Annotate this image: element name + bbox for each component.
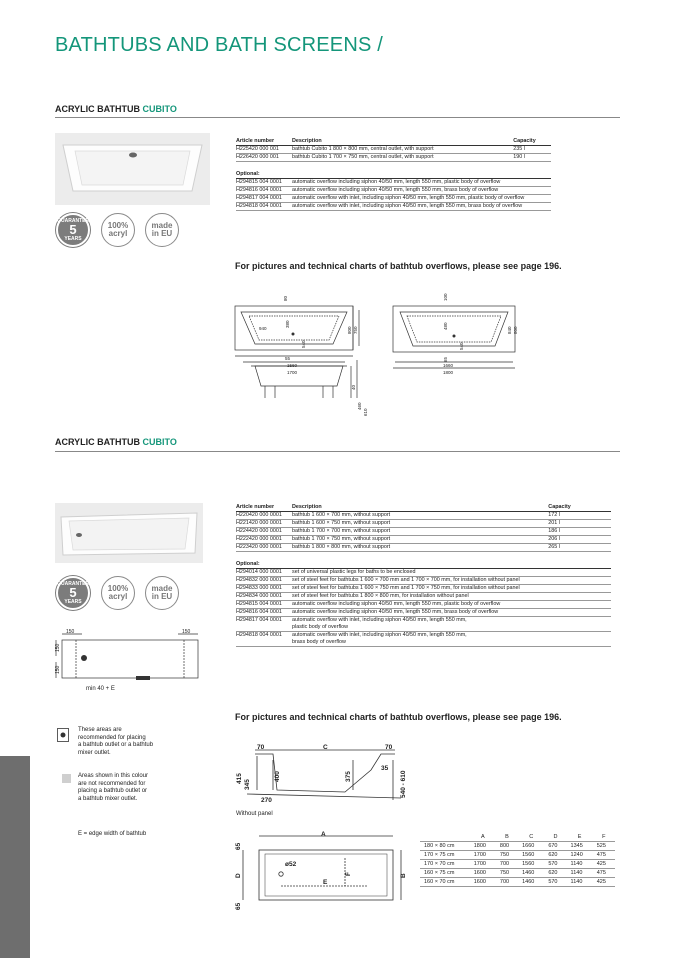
article-number: H220420 000 0001 bbox=[236, 512, 292, 520]
description-line-1: automatic overflow with inlet, including siphon 40/50 mm, length 550 mm, bbox=[292, 632, 467, 638]
spec-table-2 bbox=[236, 504, 611, 647]
article-number: H294832 000 0001 bbox=[236, 577, 292, 585]
optional-header bbox=[236, 168, 551, 179]
section-1-title bbox=[55, 104, 177, 114]
article-number: H222420 000 0001 bbox=[236, 536, 292, 544]
dim-a-80: 80 bbox=[283, 295, 288, 301]
acryl-badge-2 bbox=[101, 576, 135, 610]
dim-cell: 1800 bbox=[470, 842, 496, 851]
dim-cell: 1660 bbox=[518, 842, 544, 851]
dim-col-E: E bbox=[567, 833, 593, 842]
sec-dim-70b: 70 bbox=[385, 744, 393, 751]
dim-a-1700: 1700 bbox=[287, 370, 298, 375]
acryl-line-1: 100% bbox=[107, 221, 129, 230]
header-article: Article number bbox=[236, 504, 292, 512]
description: bathtub 1 700 × 700 mm, without support bbox=[292, 528, 548, 536]
dim-cell: 750 bbox=[496, 851, 518, 860]
sec-dim-70a: 70 bbox=[257, 744, 265, 751]
dim-cell: 525 bbox=[593, 842, 615, 851]
description: automatic overflow with inlet, including siphon 40/50 mm, length 550 mm, plastic body of overflow bbox=[292, 195, 551, 203]
dimension-table bbox=[420, 833, 615, 887]
table-row bbox=[236, 577, 611, 585]
article-number: H224420 000 0001 bbox=[236, 528, 292, 536]
made-in-eu-badge-2 bbox=[145, 576, 179, 610]
table-row bbox=[236, 601, 611, 609]
top-dim-A: A bbox=[321, 831, 326, 838]
top-view-drawing bbox=[233, 828, 413, 910]
table-row bbox=[236, 617, 611, 632]
article-number: H294833 000 0001 bbox=[236, 585, 292, 593]
dim-cell: 700 bbox=[496, 860, 518, 869]
legend-line: a bathtub mixer outlet. bbox=[78, 795, 138, 802]
legend-line: placing a bathtub outlet or bbox=[78, 788, 148, 794]
bathtub-photo-1 bbox=[55, 133, 210, 205]
header-capacity: Capacity bbox=[548, 504, 611, 512]
dim-b-100: 100 bbox=[443, 293, 448, 301]
dim-a-380: 380 bbox=[285, 320, 290, 328]
dim-cell: 425 bbox=[593, 878, 615, 887]
dim-col bbox=[420, 833, 470, 842]
table-row bbox=[236, 536, 611, 544]
article-number: H294815 004 0001 bbox=[236, 179, 292, 187]
dim-cell: 620 bbox=[544, 869, 566, 878]
dim-cell: 1240 bbox=[567, 851, 593, 860]
description: bathtub Cubito 1 700 × 750 mm, central outlet, with support bbox=[292, 154, 513, 162]
legend-line: are not recommended for bbox=[78, 780, 146, 787]
description: set of steel feet for bathtubs 1 800 × 800 mm, for installation without panel bbox=[292, 593, 611, 601]
dim-table-row bbox=[420, 878, 615, 887]
legend-line: a bathtub outlet or a bathtub bbox=[78, 742, 154, 748]
table-row bbox=[236, 203, 551, 211]
description: bathtub 1 600 × 750 mm, without support bbox=[292, 520, 548, 528]
article-number: H294816 004 0001 bbox=[236, 187, 292, 195]
dim-a-750: 750 bbox=[353, 326, 358, 334]
sec-dim-415: 415 bbox=[236, 773, 243, 784]
description-line-1: automatic overflow with inlet, including siphon 40/50 mm, length 550 mm, bbox=[292, 617, 467, 623]
eu-line-2: in EU bbox=[151, 229, 173, 238]
article-number: H294815 004 0001 bbox=[236, 601, 292, 609]
article-number: H226420 000 001 bbox=[236, 154, 292, 162]
table-row bbox=[236, 154, 551, 162]
section-2-title-accent: CUBITO bbox=[142, 437, 177, 447]
table-row bbox=[236, 632, 611, 647]
dim-cell: 570 bbox=[544, 878, 566, 887]
dim-cell: 1140 bbox=[567, 878, 593, 887]
section-1-title-prefix: ACRYLIC BATHTUB bbox=[55, 104, 143, 114]
dim-cell: 475 bbox=[593, 851, 615, 860]
table-row bbox=[236, 544, 611, 552]
capacity: 235 l bbox=[513, 146, 551, 154]
dim-col-F: F bbox=[593, 833, 615, 842]
sec-dim-35: 35 bbox=[381, 765, 389, 772]
dim-cell: 1140 bbox=[567, 860, 593, 869]
dim-b-1800: 1800 bbox=[443, 370, 454, 375]
capacity: 201 l bbox=[548, 520, 611, 528]
dim-table-row bbox=[420, 851, 615, 860]
description: set of steel feet for bathtubs 1 600 × 700 mm and 1 700 × 700 mm, for installation without panel bbox=[292, 577, 611, 585]
guarantee-bottom-text: YEARS bbox=[64, 599, 82, 605]
dim-cell: 620 bbox=[544, 851, 566, 860]
dim-col-C: C bbox=[518, 833, 544, 842]
guarantee-badge-2 bbox=[56, 576, 90, 610]
article-number: H223420 000 0001 bbox=[236, 544, 292, 552]
dim-table-row bbox=[420, 869, 615, 878]
dim-c-40: 40 bbox=[351, 384, 356, 390]
dim-cell: 170 × 70 cm bbox=[420, 860, 470, 869]
description: automatic overflow including siphon 40/50 mm, length 550 mm, brass body of overflow bbox=[292, 187, 551, 195]
description: automatic overflow with inlet, including siphon 40/50 mm, length 550 mm, brass body of overflow bbox=[292, 203, 551, 211]
top-dim-65b: 65 bbox=[235, 902, 242, 910]
dim-cell: 1560 bbox=[518, 851, 544, 860]
description: automatic overflow including siphon 40/50 mm, length 550 mm, brass body of overflow bbox=[292, 609, 611, 617]
header-description: Description bbox=[292, 504, 548, 512]
table-row bbox=[236, 593, 611, 601]
table-header bbox=[236, 504, 611, 512]
without-panel-label: Without panel bbox=[236, 811, 273, 817]
top-dim-F: F bbox=[345, 872, 352, 876]
eu-line-1: made bbox=[151, 584, 173, 593]
page-title: BATHTUBS AND BATH SCREENS / bbox=[55, 34, 384, 56]
optional-label: Optional: bbox=[236, 168, 292, 179]
acryl-line-1: 100% bbox=[107, 584, 129, 593]
dim-cell: 160 × 75 cm bbox=[420, 869, 470, 878]
section-2-title bbox=[55, 437, 177, 447]
dim-col-B: B bbox=[496, 833, 518, 842]
article-number: H294818 004 0001 bbox=[236, 203, 292, 211]
technical-drawing-1 bbox=[225, 290, 525, 420]
eu-line-1: made bbox=[151, 221, 173, 230]
acryl-line-2: acryl bbox=[108, 229, 128, 238]
description: automatic overflow including siphon 40/50 mm, length 550 mm, plastic body of overflow bbox=[292, 179, 551, 187]
table-row bbox=[236, 195, 551, 203]
dim-cell: 170 × 75 cm bbox=[420, 851, 470, 860]
legend-line: mixer outlet. bbox=[78, 749, 111, 756]
top-dim-D: D bbox=[235, 873, 242, 878]
dim-cell: 1600 bbox=[470, 869, 496, 878]
article-number: H294014 000 0001 bbox=[236, 569, 292, 577]
dim-cell: 1700 bbox=[470, 851, 496, 860]
section-1-rule bbox=[55, 117, 620, 118]
description: automatic overflow including siphon 40/50 mm, length 550 mm, plastic body of overflow bbox=[292, 601, 611, 609]
dim-table-row bbox=[420, 842, 615, 851]
acryl-badge-1 bbox=[101, 213, 135, 247]
header-description: Description bbox=[292, 138, 513, 146]
outlet-zone-plan bbox=[52, 628, 207, 683]
description: bathtub 1 600 × 700 mm, without support bbox=[292, 512, 548, 520]
dim-cell: 700 bbox=[496, 878, 518, 887]
dim-cell: 670 bbox=[544, 842, 566, 851]
top-dim-65a: 65 bbox=[235, 842, 242, 850]
legend-line: recommended for placing bbox=[78, 734, 146, 741]
table-row bbox=[236, 146, 551, 154]
overflow-note-1: For pictures and technical charts of bathtub overflows, please see page 196. bbox=[235, 261, 562, 271]
article-number: H225420 000 001 bbox=[236, 146, 292, 154]
description: set of steel feet for bathtubs 1 600 × 750 mm and 1 700 × 750 mm, for installation without panel bbox=[292, 585, 611, 593]
outlet-diameter: ø52 bbox=[285, 861, 297, 868]
sec-dim-540-610: 540 - 610 bbox=[400, 770, 407, 798]
top-dim-E: E bbox=[323, 879, 328, 886]
header-article: Article number bbox=[236, 138, 292, 146]
description-line-2: plastic body of overflow bbox=[292, 624, 349, 630]
description bbox=[292, 632, 611, 647]
sec-dim-C: C bbox=[323, 744, 328, 751]
guarantee-top-text: GUARANTEE bbox=[57, 218, 89, 224]
dim-col-A: A bbox=[470, 833, 496, 842]
description-line-2: brass body of overflow bbox=[292, 639, 346, 645]
dim-150-left: 150 bbox=[66, 629, 75, 635]
table-header bbox=[236, 138, 551, 146]
section-2-rule bbox=[55, 451, 620, 452]
dim-a-800: 800 bbox=[347, 326, 352, 334]
capacity: 186 l bbox=[548, 528, 611, 536]
made-in-eu-badge-1 bbox=[145, 213, 179, 247]
dim-cell: 1560 bbox=[518, 860, 544, 869]
dim-cell: 475 bbox=[593, 869, 615, 878]
dim-c-610: 610 bbox=[363, 408, 368, 416]
eu-line-2: in EU bbox=[151, 592, 173, 601]
article-number: H294817 004 0001 bbox=[236, 195, 292, 203]
description: bathtub Cubito 1 800 × 800 mm, central outlet, with support bbox=[292, 146, 513, 154]
recommended-zone-icon bbox=[57, 728, 69, 742]
description: set of universal plastic legs for baths to be enclosed bbox=[292, 569, 611, 577]
legend-recommended bbox=[78, 727, 153, 757]
top-dim-B: B bbox=[400, 873, 407, 878]
sec-dim-345: 345 bbox=[244, 779, 251, 790]
article-number: H294834 000 0001 bbox=[236, 593, 292, 601]
table-row bbox=[236, 520, 611, 528]
dim-b-1660: 1660 bbox=[443, 363, 454, 368]
table-row bbox=[236, 569, 611, 577]
capacity: 172 l bbox=[548, 512, 611, 520]
legend-line: Areas shown in this colour bbox=[78, 773, 149, 779]
sec-dim-375: 375 bbox=[345, 771, 352, 782]
description: bathtub 1 700 × 750 mm, without support bbox=[292, 536, 548, 544]
guarantee-badge-1 bbox=[56, 213, 90, 247]
capacity: 265 l bbox=[548, 544, 611, 552]
dim-table-header bbox=[420, 833, 615, 842]
guarantee-number: 5 bbox=[69, 222, 77, 237]
article-number: H294818 004 0001 bbox=[236, 632, 292, 647]
legend-not-recommended bbox=[78, 773, 148, 803]
header-capacity: Capacity bbox=[513, 138, 551, 146]
sec-dim-400: 400 bbox=[274, 771, 281, 782]
capacity: 206 l bbox=[548, 536, 611, 544]
side-section-drawing bbox=[233, 740, 413, 820]
dim-a-55: 55 bbox=[285, 356, 291, 361]
not-recommended-swatch bbox=[62, 774, 71, 783]
guarantee-bottom-text: YEARS bbox=[64, 236, 82, 242]
optional-header bbox=[236, 558, 611, 569]
table-row bbox=[236, 585, 611, 593]
legend-line: These areas are bbox=[78, 727, 122, 733]
section-1-title-accent: CUBITO bbox=[142, 104, 177, 114]
dim-col-D: D bbox=[544, 833, 566, 842]
guarantee-top-text: GUARANTEE bbox=[57, 581, 89, 587]
bathtub-photo-2 bbox=[55, 503, 203, 563]
dim-b-540: 540 bbox=[459, 342, 464, 350]
dim-b-480: 480 bbox=[443, 322, 448, 330]
dim-cell: 160 × 70 cm bbox=[420, 878, 470, 887]
section-2-title-prefix: ACRYLIC BATHTUB bbox=[55, 437, 143, 447]
dim-cell: 750 bbox=[496, 869, 518, 878]
table-row bbox=[236, 179, 551, 187]
dim-cell: 1600 bbox=[470, 878, 496, 887]
dim-cell: 570 bbox=[544, 860, 566, 869]
page-edge-tab bbox=[0, 756, 30, 958]
dim-cell: 1460 bbox=[518, 878, 544, 887]
description bbox=[292, 617, 611, 632]
dim-b-65: 65 bbox=[443, 356, 448, 362]
optional-label: Optional: bbox=[236, 558, 292, 569]
dim-cell: 1700 bbox=[470, 860, 496, 869]
table-row bbox=[236, 187, 551, 195]
description: bathtub 1 800 × 800 mm, without support bbox=[292, 544, 548, 552]
dim-b-840: 840 bbox=[507, 326, 512, 334]
dim-150-v1: 150 bbox=[55, 643, 61, 652]
table-row bbox=[236, 609, 611, 617]
dim-150-right: 150 bbox=[182, 629, 191, 635]
article-number: H294817 004 0001 bbox=[236, 617, 292, 632]
table-row bbox=[236, 512, 611, 520]
dim-a-1560: 1560 bbox=[287, 363, 298, 368]
dim-c-460: 460 bbox=[357, 402, 362, 410]
dim-cell: 180 × 80 cm bbox=[420, 842, 470, 851]
edge-width-definition: E = edge width of bathtub bbox=[78, 831, 147, 837]
overflow-note-2: For pictures and technical charts of bathtub overflows, please see page 196. bbox=[235, 712, 562, 722]
dim-150-v2: 150 bbox=[55, 665, 61, 674]
article-number: H221420 000 0001 bbox=[236, 520, 292, 528]
dim-cell: 1460 bbox=[518, 869, 544, 878]
spec-table-1 bbox=[236, 138, 551, 211]
dim-cell: 1140 bbox=[567, 869, 593, 878]
plan-min-label: min 40 + E bbox=[86, 686, 115, 692]
dim-table-row bbox=[420, 860, 615, 869]
article-number: H294816 004 0001 bbox=[236, 609, 292, 617]
dim-cell: 800 bbox=[496, 842, 518, 851]
dim-b-800: 800 bbox=[513, 326, 518, 334]
guarantee-number: 5 bbox=[69, 585, 77, 600]
table-row bbox=[236, 528, 611, 536]
dim-a-540: 540 bbox=[301, 340, 306, 348]
sec-dim-270: 270 bbox=[261, 797, 272, 804]
acryl-line-2: acryl bbox=[108, 592, 128, 601]
dim-cell: 1345 bbox=[567, 842, 593, 851]
capacity: 190 l bbox=[513, 154, 551, 162]
dim-cell: 425 bbox=[593, 860, 615, 869]
dim-a-940: 940 bbox=[259, 326, 267, 331]
